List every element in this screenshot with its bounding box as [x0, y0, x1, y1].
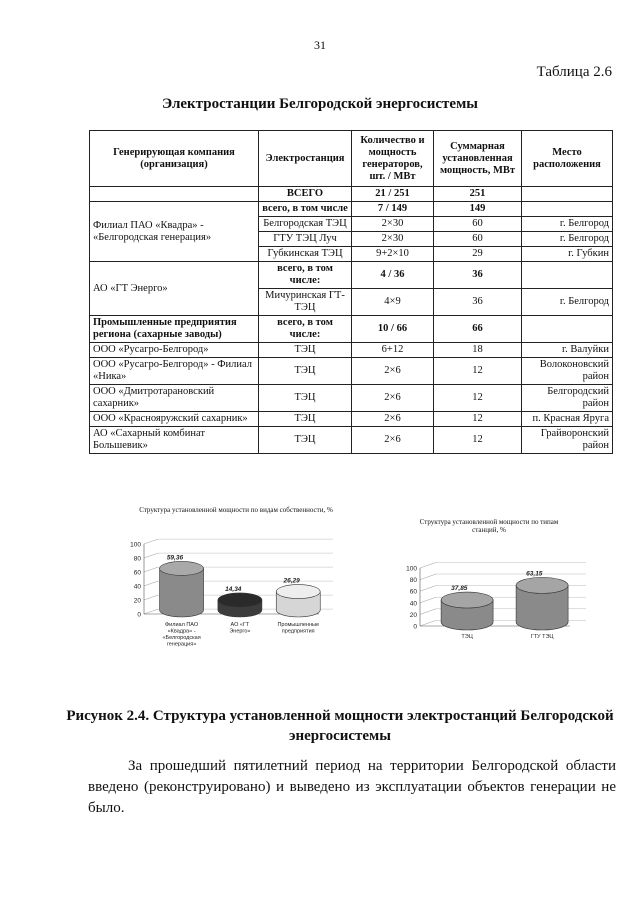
grid-line	[420, 562, 436, 568]
x-tick-label: ГТУ ТЭЦ	[530, 634, 554, 640]
body-paragraph: За прошедший пятилетний период на территории Белгородской области введено (реконструировано) и выведено из эксплуатации объектов генерации не было.	[88, 758, 616, 816]
table-row: ООО «Дмитротарановский сахарник» ТЭЦ 2×6 12 Белгородский район	[90, 385, 613, 412]
table-row: Губкинская ТЭЦ 9+2×10 29 г. Губкин	[90, 247, 613, 262]
y-tick-label: 40	[133, 583, 141, 591]
header-company: Генерирующая компания (организация)	[90, 131, 259, 187]
header-count: Количество и мощность генераторов, шт. / МВт	[352, 131, 434, 187]
data-label: 59,36	[166, 554, 184, 562]
ownership-chart-svg	[128, 514, 343, 649]
y-tick-label: 60	[409, 588, 417, 596]
grid-line	[420, 574, 436, 580]
table-row-total	[90, 187, 613, 202]
header-location: Место расположения	[522, 131, 613, 187]
data-label: 26,29	[283, 577, 300, 585]
total-label: ВСЕГО	[259, 187, 352, 202]
grid-line	[420, 586, 436, 592]
grid-line	[420, 620, 436, 626]
grid-line	[144, 595, 158, 600]
company-cell: АО «ГТ Энерго»	[90, 262, 259, 316]
total-power: 251	[434, 187, 522, 202]
table-row: ООО «Русагро-Белгород» - Филиал «Ника» ТЭЦ 2×6 12 Волоконовский район	[90, 358, 613, 385]
bar-cylinder	[160, 561, 204, 617]
data-label: 14,34	[225, 585, 242, 593]
company-cell: Промышленные предприятия региона (сахарные заводы)	[90, 316, 259, 343]
header-station: Электростанция	[259, 131, 352, 187]
bar-cylinder	[441, 592, 493, 630]
bar-cylinder	[276, 585, 320, 617]
chart-title: Структура установленной мощности по типам станций, %	[419, 518, 559, 534]
x-tick-label: Филиал ПАО «Квадра» -«Белгородская генерация»	[162, 622, 201, 648]
grid-line	[144, 539, 158, 544]
y-tick-label: 60	[133, 569, 141, 577]
y-tick-label: 100	[406, 565, 417, 573]
figure-caption: Рисунок 2.4. Структура установленной мощности электростанций Белгородской энергосистемы	[66, 708, 614, 744]
grid-line	[144, 567, 158, 572]
table-row: Филиал ПАО «Квадра» - «Белгородская генерация» всего, в том числе 7 / 149 149	[90, 202, 613, 217]
grid-line	[420, 609, 436, 615]
y-tick-label: 20	[409, 611, 417, 619]
data-label: 37,85	[451, 585, 468, 593]
table-title: Электростанции Белгородской энергосистемы	[161, 96, 478, 112]
power-stations-table	[89, 130, 613, 454]
company-cell: Филиал ПАО «Квадра» - «Белгородская генерация»	[90, 202, 259, 262]
table-row: Мичуринская ГТ-ТЭЦ 4×9 36 г. Белгород	[90, 289, 613, 316]
y-tick-label: 20	[133, 597, 141, 605]
ownership-chart	[128, 506, 343, 654]
y-tick-label: 80	[409, 577, 417, 585]
grid-line	[144, 609, 158, 614]
bar-cylinder	[516, 577, 568, 630]
table-row: ООО «Краснояружский сахарник» ТЭЦ 2×6 12 п. Красная Яруга	[90, 412, 613, 427]
page-number: 31	[314, 38, 326, 52]
y-tick-label: 40	[409, 600, 417, 608]
x-tick-label: ТЭЦ	[461, 634, 473, 640]
chart-title: Структура установленной мощности по видам собственности, %	[139, 506, 333, 514]
y-tick-label: 0	[413, 623, 417, 631]
x-tick-label: Промышленные предприятия	[277, 622, 320, 635]
data-label: 63,15	[526, 570, 543, 578]
table-label: Таблица 2.6	[536, 64, 612, 80]
table-row: АО «Сахарный комбинат Большевик» ТЭЦ 2×6 12 Грайворонский район	[90, 427, 613, 454]
bar-cylinder	[218, 593, 262, 617]
grid-line	[420, 597, 436, 603]
table-row: Промышленные предприятия региона (сахарные заводы) всего, в том числе: 10 / 66 66	[90, 316, 613, 343]
y-tick-label: 0	[137, 611, 141, 619]
total-count: 21 / 251	[352, 187, 434, 202]
y-tick-label: 80	[133, 555, 141, 563]
station-type-chart	[392, 518, 592, 664]
grid-line	[144, 553, 158, 558]
station-type-chart-svg	[392, 534, 592, 659]
y-tick-label: 100	[130, 541, 141, 549]
table-row: ГТУ ТЭЦ Луч 2×30 60 г. Белгород	[90, 232, 613, 247]
table-row: Белгородская ТЭЦ 2×30 60 г. Белгород	[90, 217, 613, 232]
header-total: Суммарная установленная мощность, МВт	[434, 131, 522, 187]
x-tick-label: АО «ГТ Энерго»	[229, 622, 251, 635]
table-row: АО «ГТ Энерго» всего, в том числе: 4 / 36 36	[90, 262, 613, 289]
table-row: ООО «Русагро-Белгород» ТЭЦ 6+12 18 г. Валуйки	[90, 343, 613, 358]
grid-line	[144, 581, 158, 586]
